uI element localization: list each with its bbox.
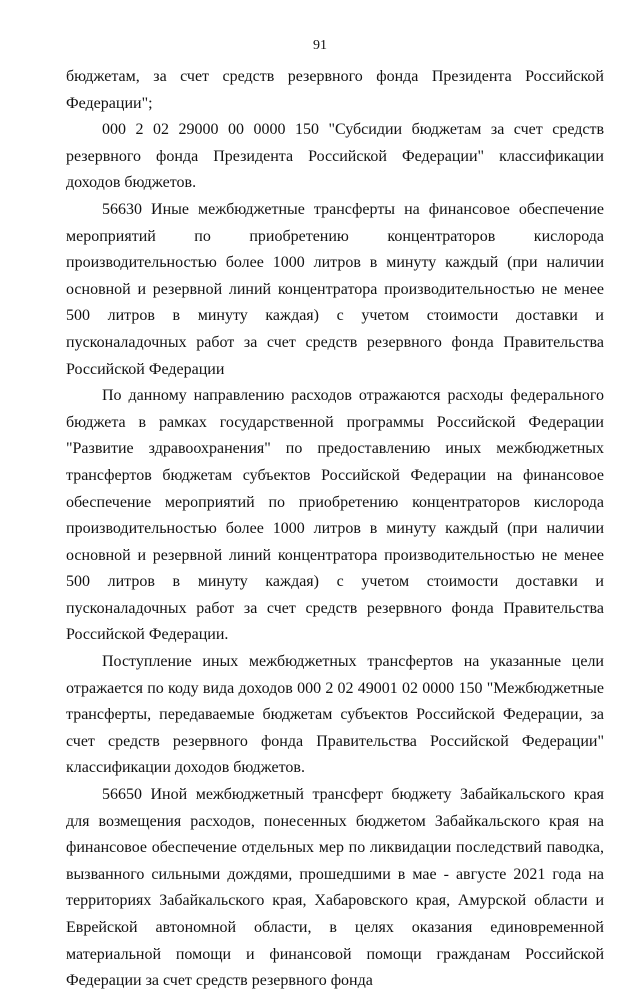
paragraph-56630-description: По данному направлению расходов отражаются расходы федерального бюджета в рамках государственной программы Российской Федерации "Развитие здравоохранения" по предоставлению иных межбюджетных трансфертов бюджетам субъектов Российской Федерации на финансовое обеспечение мероприятий по приобретению концентраторов кислорода производительностью более 1000 литров в минуту каждый (при наличии основной и резервной линий концентратора производительностью не менее 500 литров в минуту каждая) с учетом стоимости доставки и пусконаладочных работ за счет средств резервного фонда Правительства Российской Федерации. <box>66 387 604 644</box>
page-number: 91 <box>313 38 327 53</box>
paragraph-subsidy-code: 000 2 02 29000 00 0000 150 "Субсидии бюджетам за счет средств резервного фонда Президента Российской Федерации" классификации доходов бюджетов. <box>66 121 604 192</box>
document-body <box>66 64 604 995</box>
paragraph-56650-heading: 56650 Иной межбюджетный трансферт бюджету Забайкальского края для возмещения расходов, понесенных бюджетом Забайкальского края на финансовое обеспечение отдельных мер по ликвидации последствий паводка, вызванного сильными дождями, прошедшими в мае - августе 2021 года на территориях Забайкальского края, Хабаровского края, Амурской области и Еврейской автономной области, в целях оказания единовременной материальной помощи и финансовой помощи гражданам Российской Федерации за счет средств резервного фонда <box>66 786 604 990</box>
paragraph-56630-income-code: Поступление иных межбюджетных трансфертов на указанные цели отражается по коду вида доходов 000 2 02 49001 02 0000 150 "Межбюджетные трансферты, передаваемые бюджетам субъектов Российской Федерации, за счет средств резервного фонда Правительства Российской Федерации" классификации доходов бюджетов. <box>66 653 604 777</box>
paragraph-56630-heading: 56630 Иные межбюджетные трансферты на финансовое обеспечение мероприятий по приобретению концентраторов кислорода производительностью более 1000 литров в минуту каждый (при наличии основной и резервной линий концентратора производительностью не менее 500 литров в минуту каждая) с учетом стоимости доставки и пусконаладочных работ за счет средств резервного фонда Правительства Российской Федерации <box>66 200 604 378</box>
paragraph-continuation: бюджетам, за счет средств резервного фонда Президента Российской Федерации"; <box>66 68 604 112</box>
